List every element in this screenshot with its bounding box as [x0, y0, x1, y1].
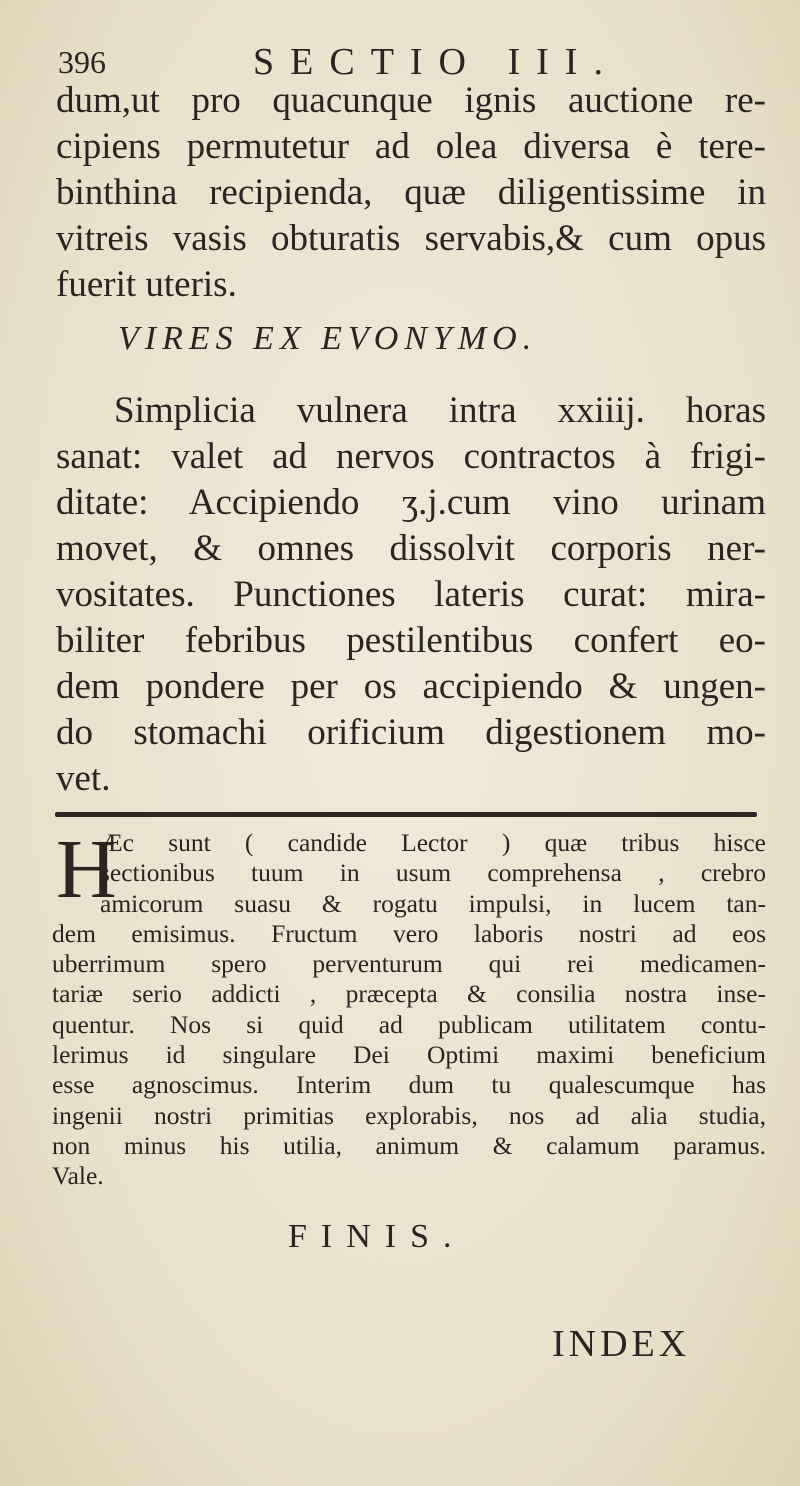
text-line: biliter febribus pestilentibus confert eo-: [56, 620, 766, 661]
section-title: SECTIO III.: [253, 41, 619, 83]
paragraph-vires: [56, 388, 766, 802]
section-heading: VIRES EX EVONYMO.: [118, 320, 538, 357]
notice-line: sectionibus tuum in usum comprehensa , crebro: [100, 858, 766, 888]
catchword: INDEX: [552, 1323, 691, 1365]
finis-mark: FINIS.: [288, 1218, 466, 1255]
divider-rule: [55, 812, 757, 817]
notice-line: quentur. Nos si quid ad publicam utilitatem contu-: [52, 1009, 766, 1039]
notice-line: Vale.: [52, 1161, 104, 1191]
text-line: binthina recipienda, quæ diligentissime in: [56, 172, 766, 213]
notice-line: amicorum suasu & rogatu impulsi, in lucem tan-: [100, 888, 766, 918]
reader-notice: [52, 823, 766, 1192]
notice-line: uberrimum spero perventurum qui rei medicamen-: [52, 949, 766, 979]
text-line: dem pondere per os accipiendo & ungen-: [56, 666, 766, 707]
paragraph-continued: [56, 78, 766, 308]
notice-line: ingenii nostri primitias explorabis, nos ad alia studia,: [52, 1100, 766, 1130]
text-line: vitreis vasis obturatis servabis,& cum opus: [56, 218, 766, 259]
notice-line: dem emisimus. Fructum vero laboris nostri ad eos: [52, 918, 766, 948]
notice-line: Æc sunt ( candide Lector ) quæ tribus hisce: [100, 828, 766, 857]
text-line: dum,ut pro quacunque ignis auctione re-: [56, 80, 766, 121]
text-line: fuerit uteris.: [56, 264, 237, 305]
text-line: do stomachi orificium digestionem mo-: [56, 712, 766, 753]
text-line: vet.: [56, 758, 111, 799]
text-line: ditate: Accipiendo ʒ.j.cum vino urinam: [56, 482, 766, 523]
notice-line: lerimus id singulare Dei Optimi maximi beneficium: [52, 1040, 766, 1070]
drop-cap: H: [56, 823, 117, 916]
page-number: 396: [58, 44, 106, 80]
notice-line: esse agnoscimus. Interim dum tu qualescumque has: [52, 1070, 766, 1100]
text-line: cipiens permutetur ad olea diversa è tere-: [56, 126, 766, 167]
notice-line: tariæ serio addicti , præcepta & consilia nostra inse-: [52, 979, 766, 1009]
text-line: movet, & omnes dissolvit corporis ner-: [56, 528, 766, 569]
notice-line: non minus his utilia, animum & calamum paramus.: [52, 1130, 766, 1160]
text-line: vositates. Punctiones lateris curat: mira-: [56, 574, 766, 615]
text-line: Simplicia vulnera intra xxiiij. horas: [114, 390, 766, 431]
text-line: sanat: valet ad nervos contractos à frigi-: [56, 436, 766, 477]
